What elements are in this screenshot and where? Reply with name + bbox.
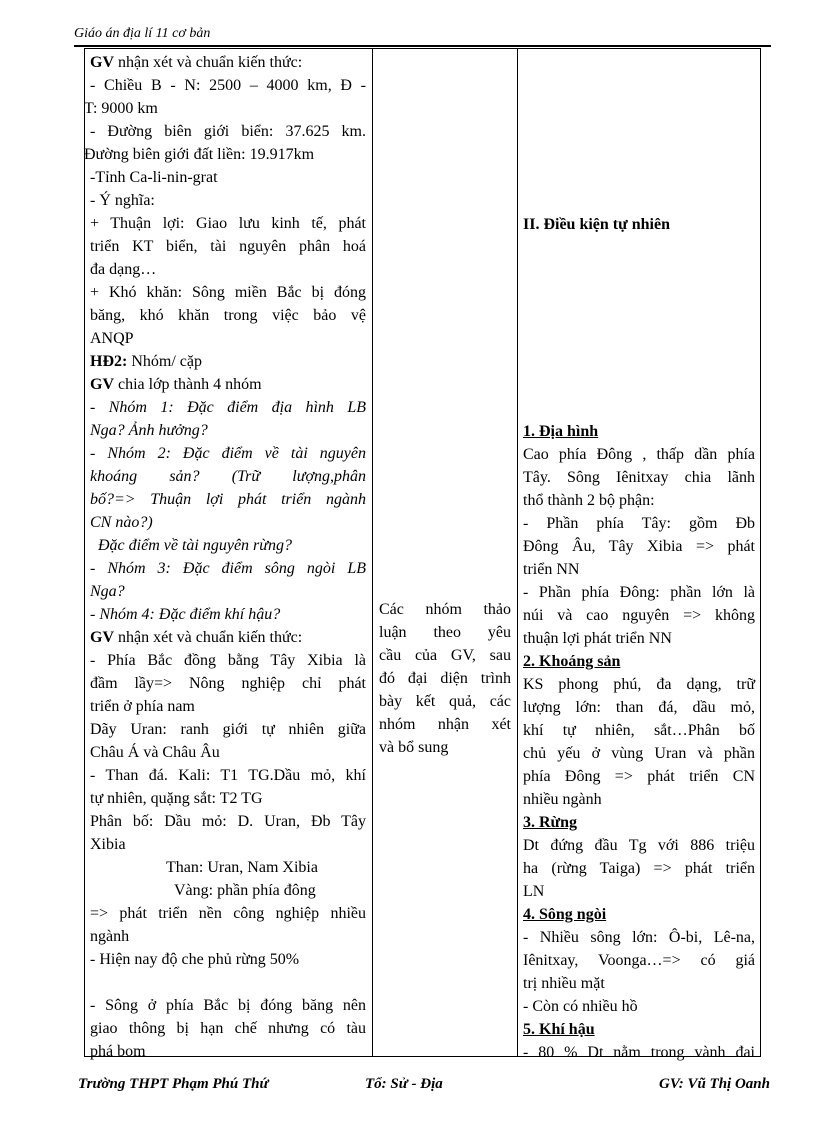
text-line: - Đường biên giới biển: 37.625 km. <box>90 123 366 140</box>
page-header: Giáo án địa lí 11 cơ bản <box>74 26 211 41</box>
text-line: băng, khó khăn trong việc bảo vệ <box>90 307 366 324</box>
text-line: - Nhiều sông lớn: Ô-bi, Lê-na, <box>523 929 755 946</box>
text-line: bày kết quả, các <box>379 693 511 710</box>
text-line: 1. Địa hình <box>523 423 599 440</box>
text-line: ha (rừng Taiga) => phát triển <box>523 860 755 877</box>
text-line: HĐ2: Nhóm/ cặp <box>90 353 202 370</box>
student-activity-column <box>373 49 518 1056</box>
text-line: Dãy Uran: ranh giới tự nhiên giữa <box>90 721 366 738</box>
text-line: lượng lớn: than đá, dầu mỏ, <box>523 699 755 716</box>
text-line: Nga? Ảnh hưởng? <box>90 422 208 439</box>
text-line: - Nhóm 2: Đặc điểm về tài nguyên <box>90 445 366 462</box>
text-line: Xibia <box>90 836 126 853</box>
text-line: 3. Rừng <box>523 814 578 831</box>
text-line: - Sông ở phía Bắc bị đóng băng nên <box>90 997 366 1014</box>
text-line: nhóm nhận xét <box>379 716 511 733</box>
text-line: chủ yếu ở vùng Uran và phần <box>523 745 755 762</box>
text-line: LN <box>523 883 545 900</box>
text-line: đầm lầy=> Nông nghiệp chỉ phát <box>90 675 366 692</box>
text-line: CN nào?) <box>90 514 153 531</box>
text-line: 4. Sông ngòi <box>523 906 607 923</box>
content-column <box>518 49 760 1061</box>
text-line: nhiều ngành <box>523 791 602 808</box>
text-line: khí tự nhiên, sắt…Phân bố <box>523 722 755 739</box>
text-line: triển ở phía nam <box>90 698 195 715</box>
text-line: 5. Khí hậu <box>523 1021 595 1038</box>
text-line: thổ thành 2 bộ phận: <box>523 492 655 509</box>
text-line: tự nhiên, quặng sắt: T2 TG <box>90 790 263 807</box>
text-line: Đặc điểm về tài nguyên rừng? <box>98 537 293 554</box>
section-title <box>523 213 755 236</box>
text-line: đa dạng… <box>90 261 157 278</box>
text-line: - Còn có nhiều hồ <box>523 998 638 1015</box>
text-line: phía Đông => phát triển CN <box>523 768 755 785</box>
text-line: Châu Á và Châu Âu <box>90 744 220 761</box>
text-line: triển NN <box>523 561 580 578</box>
text-line: T: 9000 km <box>84 100 158 117</box>
text-line: cầu của GV, sau <box>379 647 511 664</box>
teacher-activity-column <box>84 49 373 1060</box>
text-line: Các nhóm thảo <box>379 601 511 618</box>
header-rule <box>74 45 771 47</box>
footer-dept: Tổ: Sử - Địa <box>365 1076 443 1092</box>
text-line: Đông Âu, Tây Xibia => phát <box>523 538 755 555</box>
text-line: GV chia lớp thành 4 nhóm <box>90 376 262 393</box>
text-line: triển KT biển, tài nguyên phân hoá <box>90 238 366 255</box>
lesson-table <box>84 48 761 1061</box>
text-line: - Phần phía Đông: phần lớn là <box>523 584 755 601</box>
text-line: => phát triển nền công nghiệp nhiều <box>90 905 366 922</box>
text-line: phá bom <box>90 1043 146 1060</box>
text-line: - Nhóm 3: Đặc điểm sông ngòi LB <box>90 560 366 577</box>
content-text <box>523 420 755 1064</box>
student-activity-text <box>379 598 511 759</box>
text-line: - Than đá. Kali: T1 TG.Dầu mỏ, khí <box>90 767 366 784</box>
text-line: Dt đứng đầu Tg với 886 triệu <box>523 837 755 854</box>
text-line: luận theo yêu <box>379 624 511 641</box>
text-line: Than: Uran, Nam Xibia <box>166 859 318 876</box>
text-line: + Thuận lợi: Giao lưu kinh tế, phát <box>90 215 366 232</box>
footer-school: Trường THPT Phạm Phú Thứ <box>78 1076 269 1092</box>
teacher-activity-text <box>84 51 366 1063</box>
text-line: đó đại diện trình <box>379 670 511 687</box>
text-line: giao thông bị hạn chế nhưng có tàu <box>90 1020 366 1037</box>
text-line: - Phía Bắc đồng bằng Tây Xibia là <box>90 652 366 669</box>
text-line: Phân bố: Dầu mỏ: D. Uran, Đb Tây <box>90 813 366 830</box>
text-line: ANQP <box>90 330 134 347</box>
text-line: - Nhóm 4: Đặc điểm khí hậu? <box>90 606 281 623</box>
text-line: - Hiện nay độ che phủ rừng 50% <box>90 951 300 968</box>
text-line: GV nhận xét và chuẩn kiến thức: <box>90 54 303 71</box>
text-line: 2. Khoáng sản <box>523 653 621 670</box>
text-line: - Ý nghĩa: <box>90 192 155 209</box>
text-line: - Nhóm 1: Đặc điểm địa hình LB <box>90 399 366 416</box>
text-line: khoáng sản? (Trữ lượng,phân <box>90 468 366 485</box>
footer-teacher: GV: Vũ Thị Oanh <box>658 1076 770 1092</box>
text-line: Vàng: phần phía đông <box>174 882 316 899</box>
text-line: Tây. Sông Iênitxay chia lãnh <box>523 469 755 486</box>
text-line: ngành <box>90 928 130 945</box>
text-line: -Tỉnh Ca-li-nin-grat <box>90 169 218 186</box>
text-line: Nga? <box>90 583 125 600</box>
section-heading: II. Điều kiện tự nhiên <box>523 216 670 233</box>
text-line: + Khó khăn: Sông miền Bắc bị đóng <box>90 284 366 301</box>
text-line <box>90 971 366 994</box>
text-line: trị nhiều mặt <box>523 975 605 992</box>
text-line: - Phần phía Tây: gồm Đb <box>523 515 755 532</box>
text-line: Iênitxay, Voonga…=> có giá <box>523 952 755 969</box>
text-line: - 80 % Dt nằm trong vành đai <box>523 1044 755 1061</box>
text-line: núi và cao nguyên => không <box>523 607 755 624</box>
text-line: và bổ sung <box>379 739 449 756</box>
text-line: thuận lợi phát triển NN <box>523 630 672 647</box>
text-line: Cao phía Đông , thấp dần phía <box>523 446 755 463</box>
text-line: - Chiều B - N: 2500 – 4000 km, Đ - <box>90 77 366 94</box>
text-line: Đường biên giới đất liền: 19.917km <box>84 146 315 163</box>
text-line: GV nhận xét và chuẩn kiến thức: <box>90 629 303 646</box>
text-line: KS phong phú, đa dạng, trữ <box>523 676 755 693</box>
text-line: bố?=> Thuận lợi phát triển ngành <box>90 491 366 508</box>
